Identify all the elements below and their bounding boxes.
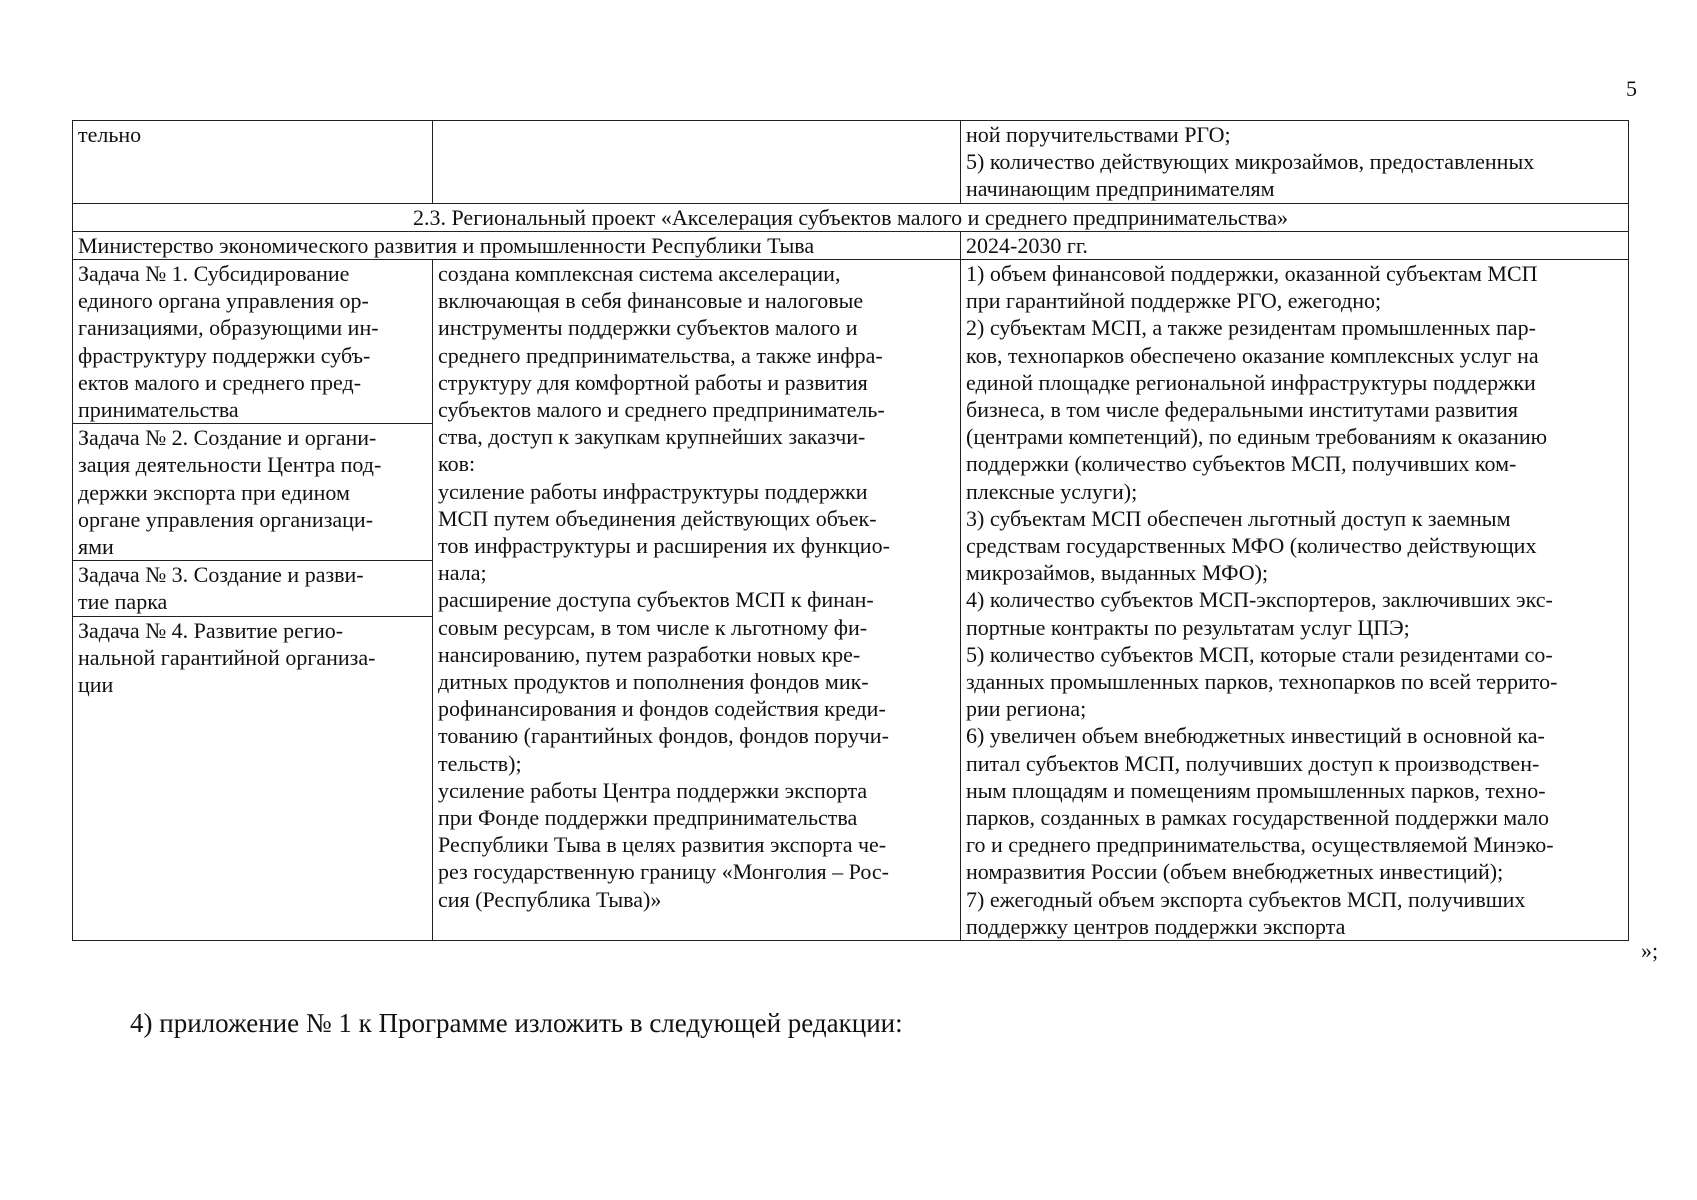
- task-4: [73, 617, 432, 699]
- continuation-col3: [961, 121, 1629, 204]
- section-title: 2.3. Региональный проект «Акселерация субъектов малого и среднего предпринимательства»: [73, 203, 1629, 231]
- page-number: 5: [1626, 76, 1637, 101]
- text-line: включающая в себя финансовые и налоговые: [438, 288, 864, 314]
- continuation-col1: [73, 121, 433, 204]
- text-line: 4) количество субъектов МСП-экспортеров, заключивших экс-: [966, 587, 1553, 613]
- indicators: [961, 260, 1629, 941]
- text-line: микрозаймов, выданных МФО);: [966, 560, 1269, 586]
- text-line: 5) количество действующих микрозаймов, предоставленных: [966, 149, 1535, 175]
- text-line: усиление работы Центра поддержки экспорта: [438, 777, 868, 803]
- text-line: сия (Республика Тыва)»: [438, 886, 662, 912]
- task-1: [73, 260, 432, 424]
- section-title-row: [73, 203, 1629, 231]
- responsible-ministry: Министерство экономического развития и промышленности Республики Тыва: [73, 231, 961, 259]
- text-line: держки экспорта при едином: [78, 479, 350, 505]
- amendment-text: 4) приложение № 1 к Программе изложить в следующей редакции:: [130, 1008, 903, 1038]
- text-line: портные контракты по результатам услуг ЦПЭ;: [966, 614, 1410, 640]
- text-line: Задача № 3. Создание и разви-: [78, 562, 364, 588]
- implementation-period: 2024-2030 гг.: [961, 231, 1629, 259]
- text-line: поддержку центров поддержки экспорта: [966, 913, 1346, 939]
- task-3: [73, 561, 432, 616]
- text-line: 1) объем финансовой поддержки, оказанной субъектам МСП: [966, 261, 1538, 287]
- text-line: тельно: [78, 122, 142, 147]
- tasks-row: [73, 260, 1629, 941]
- continuation-col2: [433, 121, 961, 204]
- text-line: 3) субъектам МСП обеспечен льготный доступ к заемным: [966, 505, 1511, 531]
- text-line: нансированию, путем разработки новых кре-: [438, 641, 861, 667]
- text-line: начинающим предпринимателям: [966, 176, 1275, 202]
- continuation-row: [73, 121, 1629, 204]
- text-line: расширение доступа субъектов МСП к финан-: [438, 587, 874, 613]
- text-line: ков, технопарков обеспечено оказание комплексных услуг на: [966, 342, 1539, 368]
- text-line: тованию (гарантийных фондов, фондов поручи-: [438, 723, 889, 749]
- text-line: структуру для комфортной работы и развития: [438, 369, 868, 395]
- text-line: субъектов малого и среднего предприниматель-: [438, 397, 885, 423]
- text-line: МСП путем объединения действующих объек-: [438, 505, 877, 531]
- text-line: совым ресурсам, в том числе к льготному фи-: [438, 614, 868, 640]
- text-line: парков, созданных в рамках государственной поддержки мало: [966, 805, 1549, 831]
- text-line: тов инфраструктуры и расширения их функцио-: [438, 533, 890, 559]
- tasks-cell: [73, 260, 433, 941]
- text-line: единой площадке региональной инфраструктуры поддержки: [966, 369, 1536, 395]
- text-line: средствам государственных МФО (количество действующих: [966, 533, 1537, 559]
- text-line: единого органа управления ор-: [78, 288, 369, 314]
- text-line: Республики Тыва в целях развития экспорта че-: [438, 832, 887, 858]
- text-line: ями: [78, 534, 114, 560]
- text-line: зданных промышленных парков, технопарков по всей террито-: [966, 669, 1558, 695]
- text-line: 7) ежегодный объем экспорта субъектов МСП, получивших: [966, 886, 1526, 912]
- text-line: ции: [78, 672, 114, 698]
- text-line: Задача № 4. Развитие регио-: [78, 617, 344, 643]
- text-line: дитных продуктов и пополнения фондов мик-: [438, 669, 869, 695]
- text-line: ства, доступ к закупкам крупнейших заказчи-: [438, 424, 866, 450]
- text-line: фраструктуру поддержки субъ-: [78, 342, 371, 368]
- closing-quote: »;: [1641, 938, 1659, 963]
- text-line: (центрами компетенций), по единым требованиям к оказанию: [966, 424, 1548, 450]
- text-line: Задача № 1. Субсидирование: [78, 261, 350, 287]
- text-line: зация деятельности Центра под-: [78, 452, 382, 478]
- expected-effects: [433, 260, 961, 941]
- text-line: 2) субъектам МСП, а также резидентам промышленных пар-: [966, 315, 1536, 341]
- text-line: нальной гарантийной организа-: [78, 644, 376, 670]
- text-line: плексные услуги);: [966, 478, 1138, 504]
- text-line: ков:: [438, 451, 476, 477]
- text-line: Задача № 2. Создание и органи-: [78, 425, 377, 451]
- text-line: нала;: [438, 560, 487, 586]
- text-line: создана комплексная система акселерации,: [438, 261, 841, 287]
- text-line: го и среднего предпринимательства, осуществляемой Минэко-: [966, 832, 1554, 858]
- responsible-row: [73, 231, 1629, 259]
- text-line: поддержки (количество субъектов МСП, получивших ком-: [966, 451, 1517, 477]
- program-table: [72, 120, 1629, 941]
- text-line: органе управления организаци-: [78, 506, 374, 532]
- text-line: усиление работы инфраструктуры поддержки: [438, 478, 868, 504]
- text-line: 5) количество субъектов МСП, которые стали резидентами со-: [966, 641, 1553, 667]
- text-line: ной поручительствами РГО;: [966, 122, 1231, 147]
- text-line: при гарантийной поддержке РГО, ежегодно;: [966, 288, 1382, 314]
- text-line: ным площадям и помещениям промышленных парков, техно-: [966, 777, 1546, 803]
- text-line: ектов малого и среднего пред-: [78, 369, 362, 395]
- text-line: при Фонде поддержки предпринимательства: [438, 805, 858, 831]
- text-line: рофинансирования и фондов содействия креди-: [438, 696, 886, 722]
- text-line: ганизациями, образующими ин-: [78, 315, 379, 341]
- text-line: инструменты поддержки субъектов малого и: [438, 315, 858, 341]
- text-line: питал субъектов МСП, получивших доступ к производствен-: [966, 750, 1540, 776]
- text-line: рез государственную границу «Монголия – Рос-: [438, 859, 889, 885]
- text-line: номразвития России (объем внебюджетных инвестиций);: [966, 859, 1504, 885]
- text-line: 6) увеличен объем внебюджетных инвестиций в основной ка-: [966, 723, 1545, 749]
- text-line: тельств);: [438, 750, 522, 776]
- text-line: тие парка: [78, 589, 168, 615]
- task-2: [73, 424, 432, 561]
- text-line: принимательства: [78, 397, 239, 423]
- text-line: среднего предпринимательства, а также инфра-: [438, 342, 883, 368]
- text-line: бизнеса, в том числе федеральными институтами развития: [966, 397, 1518, 423]
- text-line: рии региона;: [966, 696, 1087, 722]
